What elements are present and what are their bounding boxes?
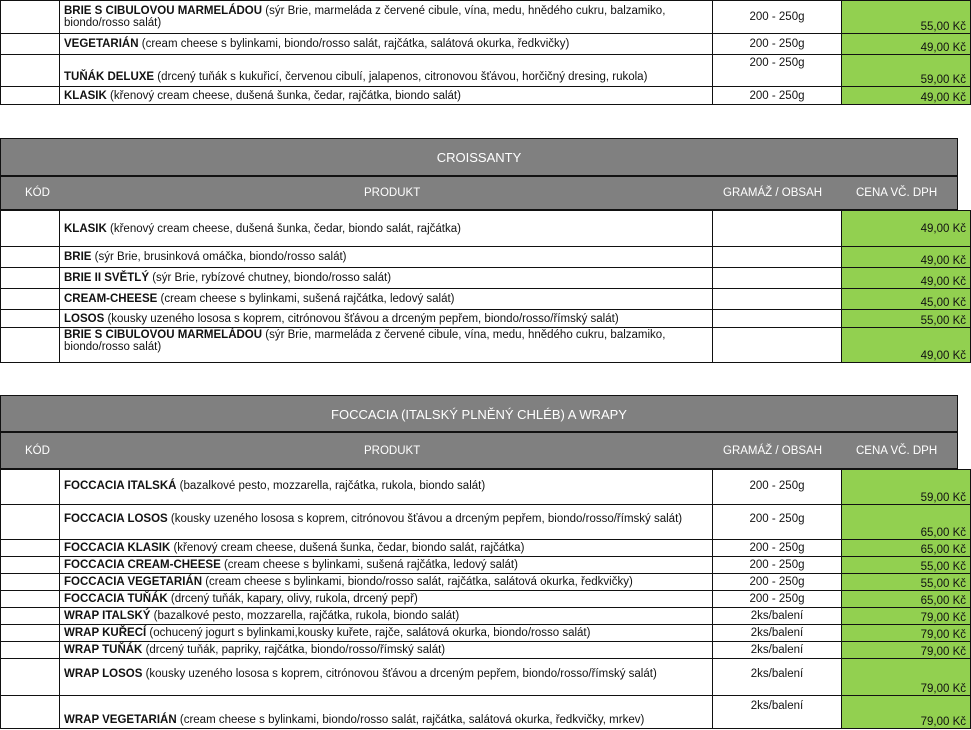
product-name: CREAM-CHEESE (64, 293, 158, 305)
product-desc: (kousky uzeného lososa s koprem, citrónovou šťávou a drceným pepřem, biondo/rosso/římský salát) (167, 513, 683, 525)
product-name: FOCCACIA CREAM-CHEESE (64, 559, 221, 571)
product-cell (60, 55, 713, 87)
table-row (1, 696, 971, 729)
price-cell: 59,00 Kč (842, 55, 971, 87)
product-name: FOCCACIA VEGETARIÁN (64, 576, 202, 588)
price-cell: 79,00 Kč (842, 659, 971, 696)
price-cell: 49,00 Kč (842, 34, 971, 55)
code-cell (1, 34, 60, 55)
table-row (1, 1, 971, 34)
product-name: BRIE II SVĚTLÝ (64, 272, 149, 284)
price-cell: 55,00 Kč (842, 310, 971, 328)
product-cell (60, 289, 713, 310)
weight-cell: 200 - 250g (713, 87, 842, 105)
code-cell (1, 591, 60, 608)
product-desc: (sýr Brie, brusinková omáčka, biondo/rosso salát) (91, 251, 347, 263)
product-cell (60, 659, 713, 696)
weight-cell: 200 - 250g (713, 591, 842, 608)
weight-cell (713, 328, 842, 363)
header-product: PRODUKT (364, 187, 421, 199)
code-cell (1, 608, 60, 625)
product-cell (60, 1, 713, 34)
code-cell (1, 574, 60, 591)
product-desc: (drcený tuňák, papriky, rajčátka, biondo/rosso/římský salát) (142, 644, 446, 656)
code-cell (1, 505, 60, 540)
table-row (1, 591, 971, 608)
product-name: BRIE S CIBULOVOU MARMELÁDOU (64, 5, 263, 17)
table-row (1, 310, 971, 328)
weight-cell (713, 289, 842, 310)
weight-cell (713, 310, 842, 328)
header-code: KÓD (25, 444, 50, 457)
weight-cell: 200 - 250g (713, 55, 842, 87)
weight-cell: 200 - 250g (713, 574, 842, 591)
product-name: WRAP KUŘECÍ (64, 627, 147, 639)
product-name: KLASIK (64, 89, 107, 102)
price-cell: 59,00 Kč (842, 470, 971, 505)
product-cell (60, 625, 713, 642)
code-cell (1, 55, 60, 87)
code-cell (1, 540, 60, 557)
section-title-foccacia: FOCCACIA (ITALSKÝ PLNĚNÝ CHLÉB) A WRAPY (0, 395, 958, 432)
table-row (1, 328, 971, 363)
product-desc: (drcený tuňák, kapary, olivy, rukola, drcený pepř) (167, 593, 418, 605)
product-name: TUŇÁK DELUXE (64, 71, 155, 83)
table-row (1, 557, 971, 574)
header-weight: GRAMÁŽ / OBSAH (723, 444, 823, 457)
table-row (1, 574, 971, 591)
weight-cell: 200 - 250g (713, 470, 842, 505)
code-cell (1, 659, 60, 696)
product-cell (60, 328, 713, 363)
table-row (1, 247, 971, 268)
croissants-table (0, 210, 971, 363)
table-row (1, 211, 971, 247)
product-cell (60, 310, 713, 328)
product-name: FOCCACIA LOSOS (64, 513, 168, 525)
price-cell: 79,00 Kč (842, 608, 971, 625)
product-cell (60, 608, 713, 625)
price-cell: 79,00 Kč (842, 696, 971, 729)
product-desc: (sýr Brie, rybízové chutney, biondo/rosso salát) (149, 272, 392, 284)
table-row (1, 659, 971, 696)
code-cell (1, 557, 60, 574)
price-cell: 45,00 Kč (842, 289, 971, 310)
product-desc: (bazalkové pesto, mozzarella, rajčátka, rukola, biondo salát) (150, 610, 460, 622)
product-cell (60, 87, 713, 105)
product-desc: (cream cheese s bylinkami, sušená rajčátka, ledový salát) (220, 559, 518, 571)
top-table (0, 0, 971, 105)
code-cell (1, 211, 60, 247)
weight-cell: 2ks/balení (713, 696, 842, 729)
code-cell (1, 696, 60, 729)
code-cell (1, 268, 60, 289)
price-cell: 65,00 Kč (842, 505, 971, 540)
product-name: WRAP LOSOS (64, 668, 143, 680)
header-product: PRODUKT (364, 444, 421, 457)
product-name: WRAP TUŇÁK (64, 644, 143, 656)
code-cell (1, 470, 60, 505)
product-desc: (cream cheese s bylinkami, biondo/rosso salát, rajčátka, salátová okurka, ředkvičky) (138, 38, 570, 50)
price-cell: 49,00 Kč (842, 211, 971, 247)
table-row (1, 642, 971, 659)
code-cell (1, 1, 60, 34)
product-cell (60, 470, 713, 505)
table-row (1, 34, 971, 55)
weight-cell: 200 - 250g (713, 557, 842, 574)
product-name: BRIE S CIBULOVOU MARMELÁDOU (64, 329, 263, 341)
header-price: CENA VČ. DPH (856, 187, 938, 199)
price-cell: 49,00 Kč (842, 328, 971, 363)
table-row (1, 608, 971, 625)
code-cell (1, 310, 60, 328)
header-weight: GRAMÁŽ / OBSAH (723, 187, 823, 199)
product-cell (60, 591, 713, 608)
weight-cell: 2ks/balení (713, 608, 842, 625)
weight-cell: 2ks/balení (713, 625, 842, 642)
product-desc: (cream cheese s bylinkami, biondo/rosso salát, rajčátka, salátová okurka, ředkvičky, mrkev) (176, 714, 645, 726)
product-desc: (křenový cream cheese, dušená šunka, čedar, biondo salát, rajčátka) (170, 542, 525, 554)
price-cell: 55,00 Kč (842, 557, 971, 574)
product-desc: (sýr Brie, marmeláda z červené cibule, vína, medu, hnědého cukru, balzamiko, biondo/rosso salát) (64, 329, 666, 353)
product-desc: (kousky uzeného lososa s koprem, citrónovou šťávou a drceným pepřem, biondo/rosso/římský salát) (142, 668, 657, 680)
product-desc: (bazalkové pesto, mozzarella, rajčátka, rukola, biondo salát) (176, 480, 486, 492)
column-header-row (0, 432, 958, 469)
product-cell (60, 557, 713, 574)
weight-cell: 2ks/balení (713, 642, 842, 659)
product-desc: (cream cheese s bylinkami, sušená rajčátka, ledový salát) (157, 293, 455, 305)
weight-cell (713, 247, 842, 268)
product-cell (60, 268, 713, 289)
table-row (1, 268, 971, 289)
product-cell (60, 247, 713, 268)
table-row (1, 289, 971, 310)
product-desc: (ochucený jogurt s bylinkami,kousky kuřete, rajče, salátová okurka, biondo/rosso salát) (146, 627, 591, 639)
price-cell: 65,00 Kč (842, 591, 971, 608)
weight-cell: 200 - 250g (713, 34, 842, 55)
price-cell: 79,00 Kč (842, 625, 971, 642)
product-desc: (křenový cream cheese, dušená šunka, čedar, rajčátka, biondo salát) (106, 89, 461, 102)
table-row (1, 470, 971, 505)
product-name: LOSOS (64, 312, 105, 325)
foccacia-table (0, 469, 971, 729)
product-desc: (cream cheese s bylinkami, biondo/rosso salát, rajčátka, salátová okurka, ředkvičky) (202, 576, 633, 588)
header-price: CENA VČ. DPH (856, 444, 938, 457)
product-name: FOCCACIA TUŇÁK (64, 593, 168, 605)
header-code: KÓD (25, 187, 50, 199)
price-cell: 79,00 Kč (842, 642, 971, 659)
product-cell (60, 211, 713, 247)
product-name: WRAP VEGETARIÁN (64, 714, 177, 726)
code-cell (1, 247, 60, 268)
code-cell (1, 289, 60, 310)
price-cell: 49,00 Kč (842, 87, 971, 105)
product-cell (60, 696, 713, 729)
code-cell (1, 642, 60, 659)
product-name: WRAP ITALSKÝ (64, 610, 151, 622)
table-row (1, 625, 971, 642)
product-desc: (sýr Brie, marmeláda z červené cibule, vína, medu, hnědého cukru, balzamiko, biondo/rosso salát) (64, 5, 666, 29)
price-cell: 65,00 Kč (842, 540, 971, 557)
price-cell: 55,00 Kč (842, 574, 971, 591)
code-cell (1, 87, 60, 105)
table-row (1, 55, 971, 87)
product-desc: (drcený tuňák s kukuřicí, červenou cibulí, jalapenos, citronovou šťávou, horčičný dresing, rukola) (154, 71, 648, 83)
product-cell (60, 34, 713, 55)
weight-cell: 200 - 250g (713, 540, 842, 557)
product-name: KLASIK (64, 222, 107, 235)
price-cell: 49,00 Kč (842, 247, 971, 268)
weight-cell: 200 - 250g (713, 1, 842, 34)
code-cell (1, 328, 60, 363)
product-desc: (křenový cream cheese, dušená šunka, čedar, biondo salát, rajčátka) (106, 222, 461, 235)
column-header-row (0, 176, 958, 210)
product-name: BRIE (64, 251, 92, 263)
table-row (1, 505, 971, 540)
table-row (1, 540, 971, 557)
weight-cell (713, 268, 842, 289)
weight-cell: 2ks/balení (713, 659, 842, 696)
product-desc: (kousky uzeného lososa s koprem, citrónovou šťávou a drceným pepřem, biondo/rosso/římský salát) (104, 312, 619, 325)
product-cell (60, 505, 713, 540)
price-cell: 49,00 Kč (842, 268, 971, 289)
price-cell: 55,00 Kč (842, 1, 971, 34)
product-cell (60, 540, 713, 557)
table-row (1, 87, 971, 105)
product-name: FOCCACIA ITALSKÁ (64, 480, 177, 492)
weight-cell: 200 - 250g (713, 505, 842, 540)
product-cell (60, 642, 713, 659)
code-cell (1, 625, 60, 642)
product-name: VEGETARIÁN (64, 38, 139, 50)
weight-cell (713, 211, 842, 247)
product-name: FOCCACIA KLASIK (64, 542, 171, 554)
section-title-croissants: CROISSANTY (0, 138, 958, 176)
product-cell (60, 574, 713, 591)
